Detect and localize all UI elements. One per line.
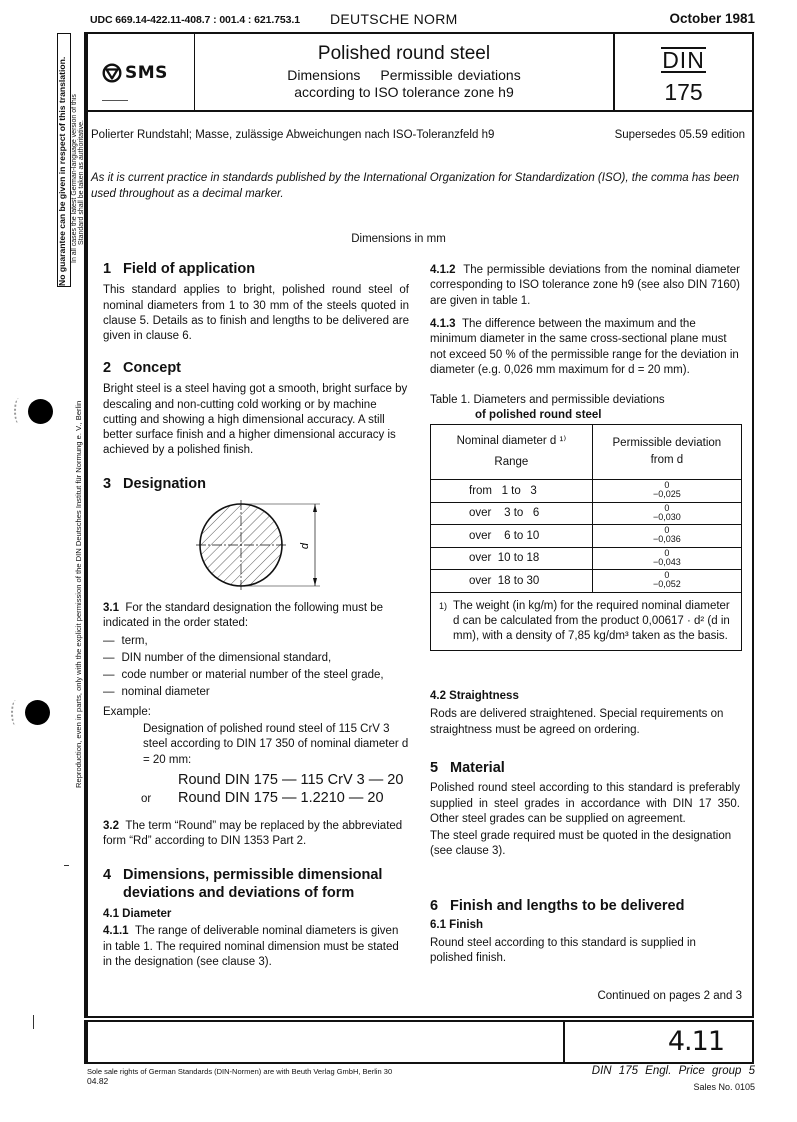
section-body: Round steel according to this standard is supplied in polished finish. bbox=[430, 936, 696, 964]
sole-rights-note: Sole sale rights of German Standards (DIN-Normen) are with Beuth Verlag GmbH, Berlin 30 bbox=[87, 1067, 393, 1076]
arrow-head-top bbox=[313, 504, 317, 512]
example-label: Example: bbox=[103, 705, 151, 718]
title-cell bbox=[195, 34, 615, 112]
section-4-1-2: 4.1.2 The permissible deviations from the nominal diameter corresponding to ISO tolerance zone h9 (see also DIN 7160) are given in table 1. bbox=[430, 264, 740, 307]
section-heading: 4 Dimensions, permissible dimensional deviations and deviations of form bbox=[103, 867, 383, 901]
sales-number: Sales No. 0105 bbox=[693, 1082, 755, 1092]
section-body: This standard applies to bright, polished round steel of nominal diameters from 1 to 30 mm of the steels quoted in clause 5. Details as to finish and lengths to be delivered are given in clause 6. bbox=[103, 284, 409, 343]
udc-classification: UDC 669.14-422.11-408.7 : 001.4 : 621.753.1 bbox=[90, 14, 300, 26]
document-title: Polished round steel bbox=[317, 43, 491, 64]
section-6 bbox=[430, 899, 740, 966]
reproduction-notice: Reproduction, even in parts, only with the explicit permission of the DIN Deutsches Institut für Normung e. V., Berlin bbox=[74, 400, 83, 788]
list-item: — term, bbox=[103, 634, 409, 649]
section-body: Rods are delivered straightened. Special requirements on straightness must be agreed on ordering. bbox=[430, 708, 724, 736]
list-item: — DIN number of the dimensional standard, bbox=[103, 651, 409, 666]
subsection-heading: 6.1 Finish bbox=[430, 919, 484, 932]
designation-example-2: or Round DIN 175 — 1.2210 — 20 bbox=[141, 789, 384, 806]
supersedes-note: Supersedes 05.59 edition bbox=[614, 129, 745, 141]
punch-hole bbox=[28, 399, 53, 424]
table-header-row bbox=[431, 425, 742, 480]
table-footnote: The weight (in kg/m) for the required nominal diameter d can be calculated from the product 0,00617 · d² (d in mm), with a density of 7,85 kg/dm³ taken as the basis. bbox=[453, 599, 730, 642]
din-cell bbox=[615, 34, 752, 112]
section-body: The steel grade required must be quoted in the designation (see clause 3). bbox=[430, 830, 732, 858]
table-row: over 10 to 18 0 −0,043 bbox=[431, 547, 742, 570]
continued-note: Continued on pages 2 and 3 bbox=[597, 990, 742, 1002]
logo-cell bbox=[88, 34, 195, 112]
section-4 bbox=[103, 866, 409, 970]
din-label: DIN bbox=[662, 47, 705, 73]
sms-logo-text: SMS bbox=[125, 63, 168, 83]
table-caption: Table 1. Diameters and permissible deviations of polished round steel bbox=[430, 394, 665, 422]
example-text: Designation of polished round steel of 115 CrV 3 steel according to DIN 17 350 of nominal diameter d = 20 mm: bbox=[143, 723, 409, 766]
table-row: from 1 to 3 0 −0,025 bbox=[431, 480, 742, 503]
section-body: 4.1.1 The range of deliverable nominal diameters is given in table 1. The required nominal dimension must be stated in the designation (see clause 3). bbox=[103, 925, 399, 968]
section-heading: 1 Field of application bbox=[103, 261, 256, 277]
din-english-price-group: DIN 175 Engl. Price group 5 bbox=[591, 1065, 755, 1077]
dimensions-note: Dimensions in mm bbox=[351, 233, 446, 245]
column-header-permissible-deviation: Permissible deviation from d bbox=[592, 425, 741, 480]
section-heading: 3 Designation bbox=[103, 476, 206, 492]
page-code: 4.11 bbox=[563, 1020, 754, 1064]
sms-emblem-icon bbox=[102, 63, 122, 83]
series-label: DEUTSCHE NORM bbox=[330, 11, 458, 27]
section-5 bbox=[430, 761, 740, 860]
section-3-1: 3.1 For the standard designation the following must be indicated in the order stated: — term, — DIN number of the dimensional standard, — code number or material number of the steel grade, — nominal diameter Example: Designation of polished round steel of 115 CrV 3 steel according to DIN 17 350 of nominal diameter d = 20 mm: Round DIN 175 — 115 CrV 3 — 20 or Round DIN 175 — 1.2210 — 20 bbox=[103, 601, 409, 809]
translation-notice bbox=[57, 33, 71, 287]
section-3-2: 3.2 The term “Round” may be replaced by the abbreviated form “Rd” according to DIN 1353 Part 2. bbox=[103, 820, 403, 848]
document-subtitle-line2: according to ISO tolerance zone h9 bbox=[294, 84, 514, 100]
punch-hole-shadow bbox=[11, 700, 21, 726]
punch-hole bbox=[25, 700, 50, 725]
sms-logo bbox=[102, 63, 168, 83]
column-header-nominal-diameter: Nominal diameter d ¹⁾ Range bbox=[431, 425, 593, 480]
publication-date: October 1981 bbox=[669, 11, 755, 26]
table-diameters-deviations bbox=[430, 424, 742, 651]
section-body: Polished round steel according to this standard is preferably supplied in steel grades in accordance with DIN 17 350. Other steel grades can be supplied on agreement. bbox=[430, 782, 740, 825]
section-heading: 5 Material bbox=[430, 760, 505, 776]
round-steel-cross-section-figure bbox=[196, 500, 326, 595]
section-2 bbox=[103, 361, 409, 459]
list-item: — code number or material number of the steel grade, bbox=[103, 668, 409, 683]
section-heading: 6 Finish and lengths to be delivered bbox=[430, 898, 685, 914]
section-3 bbox=[103, 477, 409, 492]
arrow-head-bottom bbox=[313, 578, 317, 586]
authoritative-notice: In all cases the latest German-language version of this Standard shall be taken as authoritative. bbox=[71, 94, 85, 263]
section-4-1-3: 4.1.3 The difference between the maximum and the minimum diameter in the same cross-sectional plane must not exceed 50 % of the permissible range for the deviation in diameter (e.g. 0,026 mm maximum for d = 20 mm). bbox=[430, 318, 739, 376]
designation-example-1: Round DIN 175 — 115 CrV 3 — 20 bbox=[178, 771, 404, 788]
guarantee-notice: No guarantee can be given in respect of this translation. bbox=[57, 56, 67, 286]
table-row: over 3 to 6 0 −0,030 bbox=[431, 502, 742, 525]
print-date: 04.82 bbox=[87, 1076, 109, 1086]
document-subtitle: Dimensions Permissible deviations bbox=[287, 67, 521, 83]
section-heading: 2 Concept bbox=[103, 360, 181, 376]
diameter-label: d bbox=[299, 542, 311, 550]
punch-hole-shadow bbox=[14, 398, 24, 424]
table-row: over 18 to 30 0 −0,052 bbox=[431, 570, 742, 593]
din-number: 175 bbox=[664, 79, 703, 105]
logo-underline bbox=[102, 100, 128, 101]
scan-mark bbox=[64, 865, 69, 866]
section-4-2 bbox=[430, 689, 740, 738]
table-row: over 6 to 10 0 −0,036 bbox=[431, 525, 742, 548]
subsection-heading: 4.1 Diameter bbox=[103, 908, 172, 920]
section-body: Bright steel is a steel having got a smooth, bright surface by descaling and non-cutting cold working or by machine cutting and showing a high dimensional accuracy. A still better surface finish and a higher dimensional accuracy is achieved by a polished finish. bbox=[103, 383, 408, 457]
subsection-heading: 4.2 Straightness bbox=[430, 690, 519, 702]
table-footnote-row: 1) The weight (in kg/m) for the required nominal diameter d can be calculated from the product 0,00617 · d² (d in mm), with a density of 7,85 kg/dm³ taken as the basis. bbox=[431, 592, 742, 650]
section-1 bbox=[103, 262, 409, 344]
iso-decimal-note: As it is current practice in standards published by the International Organization for Standardization (ISO), the comma has been used throughout as a decimal marker. bbox=[91, 172, 740, 200]
scan-mark bbox=[33, 1015, 34, 1029]
german-title: Polierter Rundstahl; Masse, zulässige Abweichungen nach ISO-Toleranzfeld h9 bbox=[91, 129, 495, 141]
designation-order-list bbox=[103, 634, 409, 701]
list-item: — nominal diameter bbox=[103, 685, 409, 700]
